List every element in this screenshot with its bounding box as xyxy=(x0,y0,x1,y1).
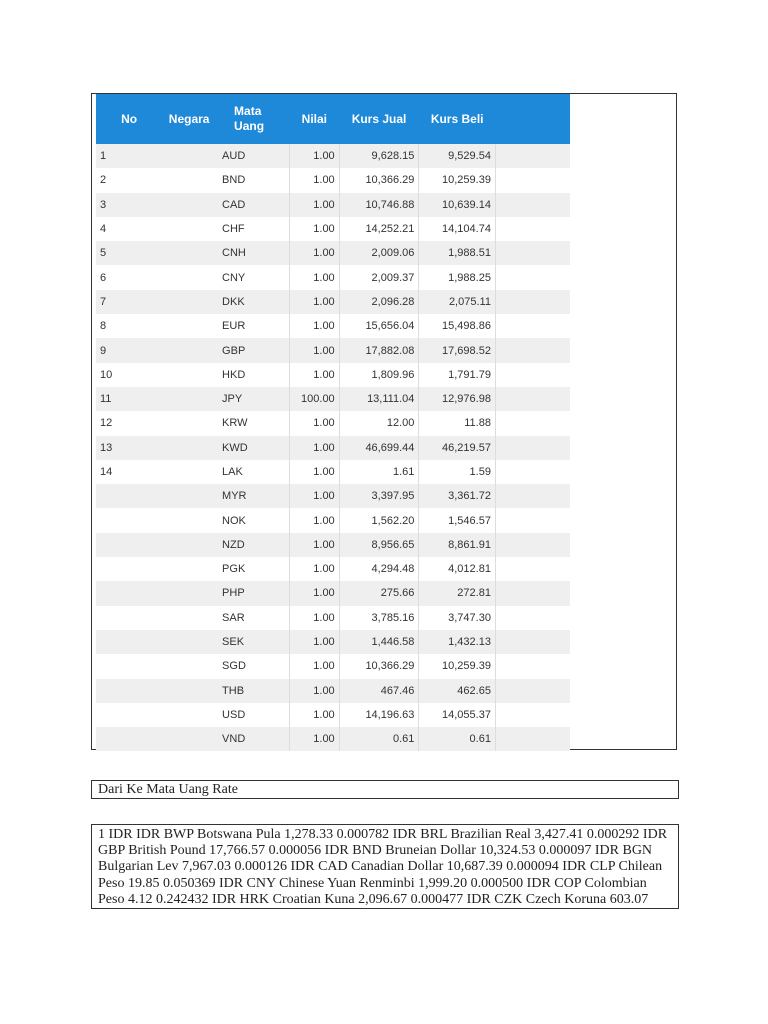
cell-currency-code: SEK xyxy=(216,630,289,654)
cell-end xyxy=(495,727,570,751)
header-mata-uang-line1: Mata xyxy=(234,104,262,118)
header-kurs-beli: Kurs Beli xyxy=(419,94,496,144)
table-row xyxy=(96,144,570,168)
cell-currency-code: SGD xyxy=(216,654,289,678)
cell-no xyxy=(96,727,162,751)
table-row xyxy=(96,727,570,751)
table-header-row xyxy=(96,94,570,144)
header-kurs-jual: Kurs Jual xyxy=(339,94,419,144)
cell-currency-code: EUR xyxy=(216,314,289,338)
cell-currency-code: SAR xyxy=(216,606,289,630)
converter-rates-text: 1 IDR IDR BWP Botswana Pula 1,278.33 0.000782 IDR BRL Brazilian Real 3,427.41 0.000292 IDR GBP British Pound 17,766.57 0.000056 IDR BND Bruneian Dollar 10,324.53 0.000097 IDR BGN Bulgarian Lev 7,967.03 0.000126 IDR CAD Canadian Dollar 10,687.39 0.000094 IDR CLP Chilean Peso 19.85 0.050369 IDR CNY Chinese Yuan Renminbi 1,999.20 0.000500 IDR COP Colombian Peso 4.12 0.242432 IDR HRK Croatian Kuna 2,096.67 0.000477 IDR CZK Czech Koruna 603.07 xyxy=(91,824,679,909)
cell-negara xyxy=(162,168,216,192)
cell-nilai: 1.00 xyxy=(290,630,340,654)
cell-kurs-jual: 17,882.08 xyxy=(339,338,419,362)
header-mata-uang-line2: Uang xyxy=(234,119,265,133)
cell-nilai: 1.00 xyxy=(290,144,340,168)
table-row xyxy=(96,679,570,703)
cell-nilai: 1.00 xyxy=(290,703,340,727)
cell-end xyxy=(495,265,570,289)
cell-currency-code: BND xyxy=(216,168,289,192)
cell-negara xyxy=(162,193,216,217)
cell-negara xyxy=(162,363,216,387)
table-row xyxy=(96,217,570,241)
cell-currency-code: MYR xyxy=(216,484,289,508)
table-row xyxy=(96,193,570,217)
cell-end xyxy=(495,630,570,654)
cell-currency-code: HKD xyxy=(216,363,289,387)
cell-negara xyxy=(162,581,216,605)
cell-nilai: 1.00 xyxy=(290,217,340,241)
cell-nilai: 1.00 xyxy=(290,290,340,314)
cell-end xyxy=(495,581,570,605)
header-negara: Negara xyxy=(162,94,216,144)
table-row xyxy=(96,265,570,289)
cell-no xyxy=(96,581,162,605)
cell-kurs-beli: 14,104.74 xyxy=(419,217,496,241)
cell-kurs-jual: 467.46 xyxy=(339,679,419,703)
table-row xyxy=(96,508,570,532)
cell-kurs-beli: 1,988.51 xyxy=(419,241,496,265)
cell-nilai: 1.00 xyxy=(290,557,340,581)
cell-kurs-beli: 2,075.11 xyxy=(419,290,496,314)
cell-no: 11 xyxy=(96,387,162,411)
cell-kurs-beli: 10,639.14 xyxy=(419,193,496,217)
cell-kurs-beli: 1,988.25 xyxy=(419,265,496,289)
cell-end xyxy=(495,460,570,484)
cell-end xyxy=(495,387,570,411)
cell-no: 4 xyxy=(96,217,162,241)
cell-no: 12 xyxy=(96,411,162,435)
cell-kurs-jual: 1,809.96 xyxy=(339,363,419,387)
cell-no: 14 xyxy=(96,460,162,484)
cell-no: 1 xyxy=(96,144,162,168)
cell-negara xyxy=(162,727,216,751)
cell-kurs-jual: 10,366.29 xyxy=(339,654,419,678)
cell-currency-code: CNH xyxy=(216,241,289,265)
table-row xyxy=(96,581,570,605)
cell-negara xyxy=(162,290,216,314)
cell-currency-code: LAK xyxy=(216,460,289,484)
cell-no xyxy=(96,703,162,727)
cell-negara xyxy=(162,241,216,265)
cell-kurs-jual: 4,294.48 xyxy=(339,557,419,581)
cell-end xyxy=(495,533,570,557)
cell-kurs-jual: 1.61 xyxy=(339,460,419,484)
cell-negara xyxy=(162,217,216,241)
cell-negara xyxy=(162,630,216,654)
cell-currency-code: AUD xyxy=(216,144,289,168)
table-row xyxy=(96,314,570,338)
cell-end xyxy=(495,654,570,678)
cell-kurs-beli: 1,546.57 xyxy=(419,508,496,532)
table-row xyxy=(96,290,570,314)
cell-no: 13 xyxy=(96,436,162,460)
cell-kurs-beli: 15,498.86 xyxy=(419,314,496,338)
cell-end xyxy=(495,557,570,581)
cell-end xyxy=(495,338,570,362)
cell-end xyxy=(495,144,570,168)
cell-currency-code: DKK xyxy=(216,290,289,314)
cell-negara xyxy=(162,533,216,557)
header-nilai: Nilai xyxy=(290,94,340,144)
exchange-rate-table xyxy=(96,94,570,751)
table-row xyxy=(96,460,570,484)
cell-kurs-jual: 13,111.04 xyxy=(339,387,419,411)
cell-kurs-jual: 9,628.15 xyxy=(339,144,419,168)
cell-kurs-beli: 4,012.81 xyxy=(419,557,496,581)
table-row xyxy=(96,363,570,387)
cell-kurs-beli: 3,747.30 xyxy=(419,606,496,630)
cell-no: 5 xyxy=(96,241,162,265)
cell-no xyxy=(96,557,162,581)
cell-end xyxy=(495,436,570,460)
cell-no xyxy=(96,630,162,654)
cell-nilai: 1.00 xyxy=(290,460,340,484)
cell-negara xyxy=(162,387,216,411)
cell-kurs-beli: 462.65 xyxy=(419,679,496,703)
cell-nilai: 1.00 xyxy=(290,193,340,217)
cell-negara xyxy=(162,314,216,338)
cell-no: 6 xyxy=(96,265,162,289)
table-row xyxy=(96,241,570,265)
cell-negara xyxy=(162,436,216,460)
cell-nilai: 1.00 xyxy=(290,484,340,508)
cell-currency-code: NOK xyxy=(216,508,289,532)
cell-kurs-beli: 1,791.79 xyxy=(419,363,496,387)
cell-kurs-jual: 2,009.37 xyxy=(339,265,419,289)
cell-currency-code: CNY xyxy=(216,265,289,289)
cell-end xyxy=(495,217,570,241)
cell-nilai: 100.00 xyxy=(290,387,340,411)
cell-no: 3 xyxy=(96,193,162,217)
cell-kurs-beli: 9,529.54 xyxy=(419,144,496,168)
cell-negara xyxy=(162,265,216,289)
cell-negara xyxy=(162,411,216,435)
cell-nilai: 1.00 xyxy=(290,654,340,678)
cell-no: 7 xyxy=(96,290,162,314)
cell-negara xyxy=(162,460,216,484)
cell-no xyxy=(96,484,162,508)
cell-kurs-beli: 3,361.72 xyxy=(419,484,496,508)
cell-currency-code: KRW xyxy=(216,411,289,435)
cell-kurs-beli: 10,259.39 xyxy=(419,168,496,192)
cell-end xyxy=(495,290,570,314)
table-row xyxy=(96,387,570,411)
cell-no: 10 xyxy=(96,363,162,387)
cell-end xyxy=(495,411,570,435)
cell-nilai: 1.00 xyxy=(290,241,340,265)
table-row xyxy=(96,338,570,362)
table-row xyxy=(96,654,570,678)
cell-kurs-beli: 46,219.57 xyxy=(419,436,496,460)
cell-kurs-jual: 10,746.88 xyxy=(339,193,419,217)
cell-kurs-jual: 275.66 xyxy=(339,581,419,605)
cell-kurs-beli: 1.59 xyxy=(419,460,496,484)
cell-kurs-jual: 2,009.06 xyxy=(339,241,419,265)
cell-kurs-beli: 0.61 xyxy=(419,727,496,751)
cell-nilai: 1.00 xyxy=(290,265,340,289)
cell-negara xyxy=(162,679,216,703)
cell-no xyxy=(96,654,162,678)
cell-no xyxy=(96,679,162,703)
cell-nilai: 1.00 xyxy=(290,411,340,435)
table-row xyxy=(96,168,570,192)
cell-negara xyxy=(162,557,216,581)
cell-kurs-jual: 12.00 xyxy=(339,411,419,435)
cell-kurs-jual: 14,252.21 xyxy=(339,217,419,241)
cell-nilai: 1.00 xyxy=(290,606,340,630)
cell-no: 2 xyxy=(96,168,162,192)
cell-kurs-beli: 10,259.39 xyxy=(419,654,496,678)
cell-nilai: 1.00 xyxy=(290,338,340,362)
cell-kurs-jual: 1,446.58 xyxy=(339,630,419,654)
table-row xyxy=(96,533,570,557)
cell-kurs-beli: 17,698.52 xyxy=(419,338,496,362)
cell-end xyxy=(495,679,570,703)
cell-currency-code: NZD xyxy=(216,533,289,557)
cell-kurs-jual: 10,366.29 xyxy=(339,168,419,192)
cell-nilai: 1.00 xyxy=(290,581,340,605)
cell-currency-code: CAD xyxy=(216,193,289,217)
cell-no xyxy=(96,606,162,630)
header-no: No xyxy=(96,94,162,144)
cell-currency-code: KWD xyxy=(216,436,289,460)
table-row xyxy=(96,484,570,508)
cell-nilai: 1.00 xyxy=(290,436,340,460)
cell-kurs-jual: 0.61 xyxy=(339,727,419,751)
table-row xyxy=(96,606,570,630)
cell-no: 9 xyxy=(96,338,162,362)
table-row xyxy=(96,557,570,581)
cell-nilai: 1.00 xyxy=(290,533,340,557)
table-row xyxy=(96,411,570,435)
table-row xyxy=(96,703,570,727)
cell-currency-code: USD xyxy=(216,703,289,727)
cell-kurs-jual: 2,096.28 xyxy=(339,290,419,314)
table-row xyxy=(96,630,570,654)
cell-kurs-jual: 46,699.44 xyxy=(339,436,419,460)
cell-nilai: 1.00 xyxy=(290,727,340,751)
converter-header: Dari Ke Mata Uang Rate xyxy=(91,780,679,799)
cell-end xyxy=(495,508,570,532)
cell-currency-code: JPY xyxy=(216,387,289,411)
cell-nilai: 1.00 xyxy=(290,508,340,532)
cell-kurs-jual: 14,196.63 xyxy=(339,703,419,727)
cell-negara xyxy=(162,144,216,168)
cell-kurs-beli: 11.88 xyxy=(419,411,496,435)
header-mata-uang xyxy=(216,94,289,144)
cell-no: 8 xyxy=(96,314,162,338)
cell-kurs-beli: 8,861.91 xyxy=(419,533,496,557)
cell-negara xyxy=(162,484,216,508)
cell-end xyxy=(495,703,570,727)
cell-no xyxy=(96,533,162,557)
exchange-rate-table-frame xyxy=(91,93,677,750)
cell-end xyxy=(495,363,570,387)
cell-currency-code: CHF xyxy=(216,217,289,241)
cell-negara xyxy=(162,654,216,678)
cell-end xyxy=(495,168,570,192)
cell-currency-code: PHP xyxy=(216,581,289,605)
cell-currency-code: VND xyxy=(216,727,289,751)
cell-end xyxy=(495,606,570,630)
table-row xyxy=(96,436,570,460)
cell-end xyxy=(495,484,570,508)
cell-currency-code: PGK xyxy=(216,557,289,581)
cell-nilai: 1.00 xyxy=(290,168,340,192)
cell-end xyxy=(495,193,570,217)
cell-kurs-beli: 12,976.98 xyxy=(419,387,496,411)
cell-kurs-beli: 14,055.37 xyxy=(419,703,496,727)
cell-currency-code: THB xyxy=(216,679,289,703)
cell-negara xyxy=(162,606,216,630)
cell-end xyxy=(495,241,570,265)
cell-kurs-jual: 1,562.20 xyxy=(339,508,419,532)
header-end xyxy=(495,94,570,144)
cell-no xyxy=(96,508,162,532)
cell-kurs-jual: 3,785.16 xyxy=(339,606,419,630)
cell-currency-code: GBP xyxy=(216,338,289,362)
cell-kurs-jual: 15,656.04 xyxy=(339,314,419,338)
cell-nilai: 1.00 xyxy=(290,679,340,703)
cell-nilai: 1.00 xyxy=(290,363,340,387)
cell-kurs-beli: 272.81 xyxy=(419,581,496,605)
cell-negara xyxy=(162,703,216,727)
cell-kurs-beli: 1,432.13 xyxy=(419,630,496,654)
cell-end xyxy=(495,314,570,338)
cell-kurs-jual: 3,397.95 xyxy=(339,484,419,508)
cell-negara xyxy=(162,508,216,532)
cell-kurs-jual: 8,956.65 xyxy=(339,533,419,557)
cell-negara xyxy=(162,338,216,362)
cell-nilai: 1.00 xyxy=(290,314,340,338)
